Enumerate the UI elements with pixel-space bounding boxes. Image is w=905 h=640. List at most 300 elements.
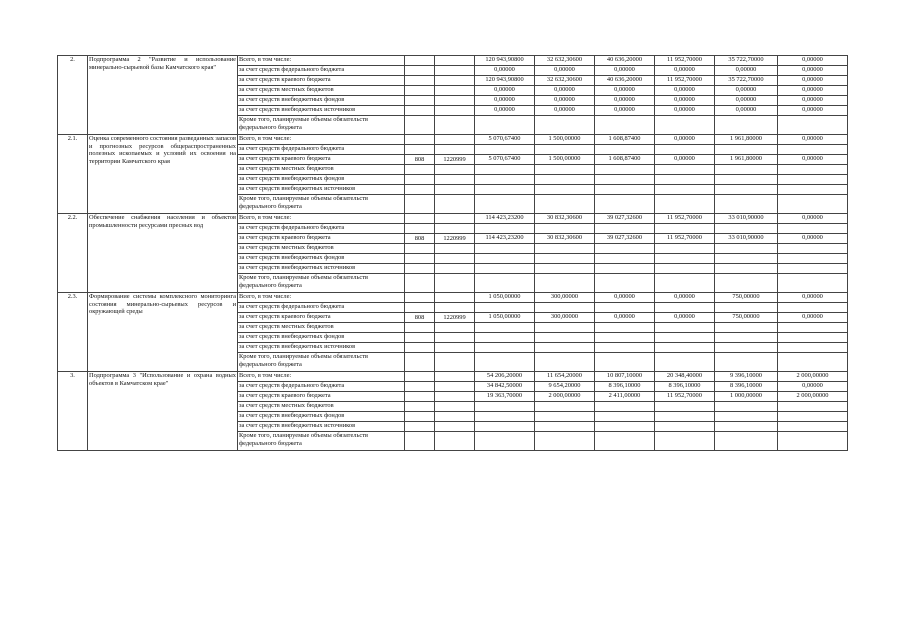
amount-cell bbox=[595, 244, 655, 254]
amount-cell bbox=[595, 224, 655, 234]
funding-source: за счет средств местных бюджетов bbox=[238, 402, 405, 412]
amount-cell: 120 943,90800 bbox=[475, 56, 535, 66]
amount-cell bbox=[535, 333, 595, 343]
budget-class-code bbox=[435, 303, 475, 313]
amount-cell bbox=[475, 343, 535, 353]
amount-cell bbox=[535, 185, 595, 195]
department-code bbox=[405, 86, 435, 96]
funding-source: за счет средств краевого бюджета bbox=[238, 155, 405, 165]
amount-cell bbox=[715, 333, 778, 343]
amount-cell: 750,00000 bbox=[715, 293, 778, 303]
amount-cell bbox=[655, 175, 715, 185]
amount-cell bbox=[778, 412, 848, 422]
amount-cell bbox=[535, 323, 595, 333]
program-name: Подпрограмма 3 "Использование и охрана водных объектов в Камчатском крае" bbox=[88, 372, 238, 451]
department-code bbox=[405, 56, 435, 66]
amount-cell bbox=[715, 274, 778, 293]
department-code bbox=[405, 412, 435, 422]
amount-cell: 0,00000 bbox=[778, 96, 848, 106]
amount-cell bbox=[475, 116, 535, 135]
amount-cell bbox=[535, 274, 595, 293]
budget-class-code bbox=[435, 165, 475, 175]
budget-class-code bbox=[435, 274, 475, 293]
amount-cell bbox=[655, 254, 715, 264]
amount-cell bbox=[778, 274, 848, 293]
amount-cell: 11 952,70000 bbox=[655, 234, 715, 244]
amount-cell bbox=[715, 195, 778, 214]
budget-class-code bbox=[435, 382, 475, 392]
department-code bbox=[405, 224, 435, 234]
amount-cell bbox=[475, 422, 535, 432]
amount-cell: 0,00000 bbox=[595, 96, 655, 106]
amount-cell: 1 050,00000 bbox=[475, 313, 535, 323]
amount-cell: 0,00000 bbox=[655, 86, 715, 96]
funding-source: за счет средств внебюджетных фондов bbox=[238, 333, 405, 343]
funding-source: за счет средств внебюджетных источников bbox=[238, 106, 405, 116]
budget-class-code bbox=[435, 214, 475, 224]
budget-class-code bbox=[435, 96, 475, 106]
amount-cell bbox=[715, 432, 778, 451]
amount-cell bbox=[475, 323, 535, 333]
amount-cell bbox=[715, 303, 778, 313]
budget-table-page bbox=[57, 55, 847, 451]
funding-source: за счет средств внебюджетных источников bbox=[238, 264, 405, 274]
amount-cell bbox=[535, 195, 595, 214]
amount-cell bbox=[655, 116, 715, 135]
amount-cell bbox=[535, 264, 595, 274]
funding-source: за счет средств внебюджетных фондов bbox=[238, 412, 405, 422]
amount-cell bbox=[715, 353, 778, 372]
amount-cell: 0,00000 bbox=[715, 66, 778, 76]
amount-cell: 1 000,00000 bbox=[715, 392, 778, 402]
amount-cell: 11 952,70000 bbox=[655, 56, 715, 66]
department-code bbox=[405, 372, 435, 382]
amount-cell: 11 952,70000 bbox=[655, 392, 715, 402]
amount-cell: 35 722,70000 bbox=[715, 56, 778, 66]
amount-cell: 1 500,00000 bbox=[535, 155, 595, 165]
amount-cell bbox=[595, 343, 655, 353]
row-number: 3. bbox=[58, 372, 88, 451]
department-code bbox=[405, 214, 435, 224]
amount-cell: 2 000,00000 bbox=[535, 392, 595, 402]
amount-cell: 0,00000 bbox=[535, 86, 595, 96]
amount-cell bbox=[715, 116, 778, 135]
amount-cell: 1 961,80000 bbox=[715, 155, 778, 165]
table-row bbox=[58, 56, 848, 66]
budget-class-code bbox=[435, 195, 475, 214]
amount-cell: 30 832,30600 bbox=[535, 214, 595, 224]
amount-cell bbox=[475, 224, 535, 234]
department-code: 808 bbox=[405, 313, 435, 323]
amount-cell bbox=[595, 412, 655, 422]
amount-cell: 1 961,80000 bbox=[715, 135, 778, 145]
amount-cell: 32 632,30600 bbox=[535, 56, 595, 66]
amount-cell bbox=[778, 145, 848, 155]
amount-cell bbox=[475, 165, 535, 175]
budget-class-code bbox=[435, 372, 475, 382]
amount-cell: 0,00000 bbox=[655, 293, 715, 303]
funding-source: за счет средств краевого бюджета bbox=[238, 234, 405, 244]
amount-cell: 0,00000 bbox=[778, 214, 848, 224]
amount-cell bbox=[778, 422, 848, 432]
program-name: Подпрограмма 2 "Развитие и использование минерально-сырьевой базы Камчатского края" bbox=[88, 56, 238, 135]
amount-cell: 0,00000 bbox=[778, 56, 848, 66]
amount-cell bbox=[655, 244, 715, 254]
amount-cell: 0,00000 bbox=[655, 96, 715, 106]
department-code bbox=[405, 422, 435, 432]
budget-class-code bbox=[435, 175, 475, 185]
amount-cell: 0,00000 bbox=[778, 155, 848, 165]
amount-cell bbox=[535, 432, 595, 451]
amount-cell bbox=[655, 165, 715, 175]
amount-cell: 11 952,70000 bbox=[655, 214, 715, 224]
amount-cell bbox=[715, 224, 778, 234]
funding-source: за счет средств местных бюджетов bbox=[238, 86, 405, 96]
department-code bbox=[405, 145, 435, 155]
amount-cell bbox=[535, 224, 595, 234]
funding-source: Кроме того, планируемые объемы обязательств федерального бюджета bbox=[238, 432, 405, 451]
budget-class-code: 1220999 bbox=[435, 313, 475, 323]
amount-cell bbox=[595, 116, 655, 135]
budget-class-code bbox=[435, 293, 475, 303]
budget-class-code bbox=[435, 333, 475, 343]
amount-cell bbox=[595, 195, 655, 214]
amount-cell bbox=[535, 175, 595, 185]
funding-source: за счет средств краевого бюджета bbox=[238, 313, 405, 323]
department-code bbox=[405, 165, 435, 175]
amount-cell bbox=[655, 333, 715, 343]
amount-cell bbox=[535, 244, 595, 254]
amount-cell bbox=[778, 323, 848, 333]
amount-cell bbox=[595, 254, 655, 264]
amount-cell: 0,00000 bbox=[778, 106, 848, 116]
funding-source: Всего, в том числе: bbox=[238, 56, 405, 66]
department-code bbox=[405, 244, 435, 254]
amount-cell bbox=[535, 254, 595, 264]
amount-cell bbox=[595, 432, 655, 451]
budget-class-code: 1220999 bbox=[435, 155, 475, 165]
amount-cell: 30 832,30600 bbox=[535, 234, 595, 244]
amount-cell: 1 500,00000 bbox=[535, 135, 595, 145]
amount-cell bbox=[595, 274, 655, 293]
amount-cell: 0,00000 bbox=[778, 66, 848, 76]
amount-cell: 0,00000 bbox=[778, 76, 848, 86]
department-code bbox=[405, 333, 435, 343]
amount-cell: 40 636,20000 bbox=[595, 56, 655, 66]
department-code bbox=[405, 323, 435, 333]
amount-cell: 9 654,20000 bbox=[535, 382, 595, 392]
funding-source: Кроме того, планируемые объемы обязательств федерального бюджета bbox=[238, 353, 405, 372]
budget-class-code bbox=[435, 224, 475, 234]
amount-cell bbox=[778, 165, 848, 175]
funding-source: Всего, в том числе: bbox=[238, 214, 405, 224]
amount-cell bbox=[778, 402, 848, 412]
amount-cell bbox=[655, 195, 715, 214]
amount-cell bbox=[535, 165, 595, 175]
funding-source: Всего, в том числе: bbox=[238, 135, 405, 145]
funding-source: за счет средств федерального бюджета bbox=[238, 382, 405, 392]
amount-cell: 0,00000 bbox=[655, 66, 715, 76]
amount-cell: 5 070,67400 bbox=[475, 135, 535, 145]
table-row bbox=[58, 372, 848, 382]
amount-cell: 0,00000 bbox=[475, 66, 535, 76]
budget-class-code bbox=[435, 76, 475, 86]
amount-cell: 0,00000 bbox=[655, 106, 715, 116]
amount-cell bbox=[475, 254, 535, 264]
amount-cell bbox=[655, 343, 715, 353]
funding-source: за счет средств внебюджетных источников bbox=[238, 343, 405, 353]
amount-cell bbox=[595, 353, 655, 372]
amount-cell bbox=[778, 254, 848, 264]
amount-cell: 54 206,20000 bbox=[475, 372, 535, 382]
amount-cell bbox=[535, 145, 595, 155]
amount-cell bbox=[655, 432, 715, 451]
amount-cell: 0,00000 bbox=[475, 106, 535, 116]
amount-cell: 0,00000 bbox=[778, 234, 848, 244]
amount-cell bbox=[778, 224, 848, 234]
amount-cell bbox=[655, 402, 715, 412]
funding-source: Всего, в том числе: bbox=[238, 372, 405, 382]
amount-cell bbox=[475, 195, 535, 214]
department-code bbox=[405, 76, 435, 86]
amount-cell bbox=[778, 343, 848, 353]
amount-cell: 19 363,70000 bbox=[475, 392, 535, 402]
amount-cell: 0,00000 bbox=[595, 313, 655, 323]
amount-cell: 0,00000 bbox=[655, 313, 715, 323]
funding-source: за счет средств местных бюджетов bbox=[238, 323, 405, 333]
amount-cell: 11 654,20000 bbox=[535, 372, 595, 382]
amount-cell bbox=[655, 224, 715, 234]
amount-cell bbox=[475, 145, 535, 155]
budget-class-code bbox=[435, 116, 475, 135]
department-code bbox=[405, 116, 435, 135]
row-number: 2.2. bbox=[58, 214, 88, 293]
amount-cell bbox=[535, 303, 595, 313]
program-name: Оценка современного состояния разведанных запасов и прогнозных ресурсов общераспространенных полезных ископаемых и условий их освоения на территории Камчатского края bbox=[88, 135, 238, 214]
amount-cell bbox=[535, 412, 595, 422]
amount-cell: 0,00000 bbox=[655, 155, 715, 165]
department-code bbox=[405, 96, 435, 106]
budget-class-code bbox=[435, 402, 475, 412]
department-code bbox=[405, 382, 435, 392]
funding-source: Кроме того, планируемые объемы обязательств федерального бюджета bbox=[238, 195, 405, 214]
amount-cell bbox=[778, 185, 848, 195]
budget-class-code: 1220999 bbox=[435, 234, 475, 244]
amount-cell: 34 842,50000 bbox=[475, 382, 535, 392]
amount-cell: 1 608,87400 bbox=[595, 135, 655, 145]
amount-cell bbox=[595, 323, 655, 333]
amount-cell bbox=[475, 303, 535, 313]
budget-table bbox=[57, 55, 848, 451]
amount-cell bbox=[715, 254, 778, 264]
funding-source: за счет средств федерального бюджета bbox=[238, 303, 405, 313]
amount-cell bbox=[778, 264, 848, 274]
amount-cell bbox=[655, 145, 715, 155]
amount-cell bbox=[655, 422, 715, 432]
amount-cell: 8 396,10000 bbox=[595, 382, 655, 392]
amount-cell: 300,00000 bbox=[535, 293, 595, 303]
department-code: 808 bbox=[405, 155, 435, 165]
funding-source: за счет средств внебюджетных фондов bbox=[238, 96, 405, 106]
amount-cell: 39 027,32600 bbox=[595, 234, 655, 244]
amount-cell bbox=[715, 185, 778, 195]
amount-cell bbox=[715, 165, 778, 175]
amount-cell bbox=[778, 175, 848, 185]
budget-class-code bbox=[435, 343, 475, 353]
amount-cell bbox=[655, 303, 715, 313]
amount-cell: 0,00000 bbox=[535, 96, 595, 106]
amount-cell: 32 632,30600 bbox=[535, 76, 595, 86]
table-row bbox=[58, 135, 848, 145]
department-code bbox=[405, 185, 435, 195]
program-name: Обеспечение снабжения населения и объектов промышленности ресурсами пресных вод bbox=[88, 214, 238, 293]
amount-cell: 35 722,70000 bbox=[715, 76, 778, 86]
amount-cell bbox=[595, 264, 655, 274]
amount-cell: 0,00000 bbox=[655, 135, 715, 145]
amount-cell bbox=[655, 185, 715, 195]
amount-cell bbox=[778, 244, 848, 254]
amount-cell: 33 010,90000 bbox=[715, 234, 778, 244]
budget-class-code bbox=[435, 264, 475, 274]
amount-cell: 1 050,00000 bbox=[475, 293, 535, 303]
amount-cell bbox=[595, 333, 655, 343]
department-code bbox=[405, 175, 435, 185]
amount-cell: 0,00000 bbox=[535, 106, 595, 116]
amount-cell bbox=[715, 343, 778, 353]
budget-class-code bbox=[435, 244, 475, 254]
amount-cell: 2 411,00000 bbox=[595, 392, 655, 402]
amount-cell bbox=[595, 402, 655, 412]
amount-cell: 0,00000 bbox=[715, 106, 778, 116]
funding-source: за счет средств краевого бюджета bbox=[238, 392, 405, 402]
budget-class-code bbox=[435, 56, 475, 66]
amount-cell bbox=[655, 323, 715, 333]
amount-cell: 0,00000 bbox=[475, 86, 535, 96]
funding-source: за счет средств краевого бюджета bbox=[238, 76, 405, 86]
budget-class-code bbox=[435, 106, 475, 116]
budget-class-code bbox=[435, 135, 475, 145]
row-number: 2.3. bbox=[58, 293, 88, 372]
department-code bbox=[405, 66, 435, 76]
amount-cell bbox=[715, 145, 778, 155]
amount-cell bbox=[715, 412, 778, 422]
amount-cell bbox=[475, 244, 535, 254]
program-name: Формирование системы комплексного мониторинга состояния минерально-сырьевых ресурсов и окружающей среды bbox=[88, 293, 238, 372]
amount-cell bbox=[475, 353, 535, 372]
amount-cell: 8 396,10000 bbox=[715, 382, 778, 392]
amount-cell bbox=[595, 145, 655, 155]
amount-cell: 0,00000 bbox=[778, 382, 848, 392]
funding-source: за счет средств внебюджетных фондов bbox=[238, 254, 405, 264]
amount-cell bbox=[475, 274, 535, 293]
amount-cell bbox=[535, 422, 595, 432]
amount-cell: 0,00000 bbox=[595, 66, 655, 76]
amount-cell: 0,00000 bbox=[475, 96, 535, 106]
budget-class-code bbox=[435, 86, 475, 96]
amount-cell bbox=[595, 175, 655, 185]
amount-cell bbox=[778, 333, 848, 343]
table-row bbox=[58, 293, 848, 303]
amount-cell: 20 348,40000 bbox=[655, 372, 715, 382]
amount-cell: 0,00000 bbox=[778, 293, 848, 303]
amount-cell bbox=[715, 264, 778, 274]
amount-cell bbox=[595, 185, 655, 195]
budget-class-code bbox=[435, 185, 475, 195]
funding-source: за счет средств внебюджетных источников bbox=[238, 185, 405, 195]
amount-cell: 300,00000 bbox=[535, 313, 595, 323]
department-code bbox=[405, 293, 435, 303]
funding-source: за счет средств федерального бюджета bbox=[238, 224, 405, 234]
amount-cell: 0,00000 bbox=[778, 135, 848, 145]
amount-cell: 120 943,90800 bbox=[475, 76, 535, 86]
amount-cell bbox=[475, 333, 535, 343]
budget-class-code bbox=[435, 353, 475, 372]
department-code bbox=[405, 195, 435, 214]
amount-cell bbox=[715, 244, 778, 254]
amount-cell bbox=[475, 185, 535, 195]
funding-source: за счет средств внебюджетных фондов bbox=[238, 175, 405, 185]
budget-class-code bbox=[435, 254, 475, 264]
amount-cell bbox=[715, 175, 778, 185]
amount-cell: 8 396,10000 bbox=[655, 382, 715, 392]
funding-source: Кроме того, планируемые объемы обязательств федерального бюджета bbox=[238, 274, 405, 293]
amount-cell bbox=[595, 303, 655, 313]
amount-cell: 0,00000 bbox=[535, 66, 595, 76]
amount-cell: 2 000,00000 bbox=[778, 392, 848, 402]
department-code bbox=[405, 303, 435, 313]
amount-cell: 2 000,00000 bbox=[778, 372, 848, 382]
amount-cell: 0,00000 bbox=[595, 86, 655, 96]
budget-class-code bbox=[435, 323, 475, 333]
department-code bbox=[405, 353, 435, 372]
department-code bbox=[405, 402, 435, 412]
amount-cell bbox=[475, 412, 535, 422]
table-row bbox=[58, 214, 848, 224]
department-code bbox=[405, 432, 435, 451]
amount-cell bbox=[655, 353, 715, 372]
funding-source: за счет средств местных бюджетов bbox=[238, 244, 405, 254]
amount-cell bbox=[475, 432, 535, 451]
budget-class-code bbox=[435, 145, 475, 155]
amount-cell: 9 396,10000 bbox=[715, 372, 778, 382]
amount-cell: 0,00000 bbox=[595, 293, 655, 303]
funding-source: за счет средств местных бюджетов bbox=[238, 165, 405, 175]
amount-cell bbox=[655, 264, 715, 274]
budget-class-code bbox=[435, 66, 475, 76]
amount-cell bbox=[535, 343, 595, 353]
amount-cell bbox=[535, 353, 595, 372]
row-number: 2.1. bbox=[58, 135, 88, 214]
funding-source: Кроме того, планируемые объемы обязательств федерального бюджета bbox=[238, 116, 405, 135]
budget-class-code bbox=[435, 392, 475, 402]
amount-cell bbox=[475, 175, 535, 185]
department-code bbox=[405, 264, 435, 274]
amount-cell bbox=[778, 432, 848, 451]
funding-source: за счет средств федерального бюджета bbox=[238, 145, 405, 155]
amount-cell: 0,00000 bbox=[715, 86, 778, 96]
department-code bbox=[405, 254, 435, 264]
amount-cell: 114 423,23200 bbox=[475, 234, 535, 244]
department-code bbox=[405, 274, 435, 293]
amount-cell bbox=[595, 422, 655, 432]
amount-cell bbox=[778, 353, 848, 372]
amount-cell bbox=[475, 402, 535, 412]
amount-cell bbox=[778, 195, 848, 214]
department-code bbox=[405, 135, 435, 145]
department-code bbox=[405, 343, 435, 353]
amount-cell: 1 608,87400 bbox=[595, 155, 655, 165]
funding-source: за счет средств внебюджетных источников bbox=[238, 422, 405, 432]
